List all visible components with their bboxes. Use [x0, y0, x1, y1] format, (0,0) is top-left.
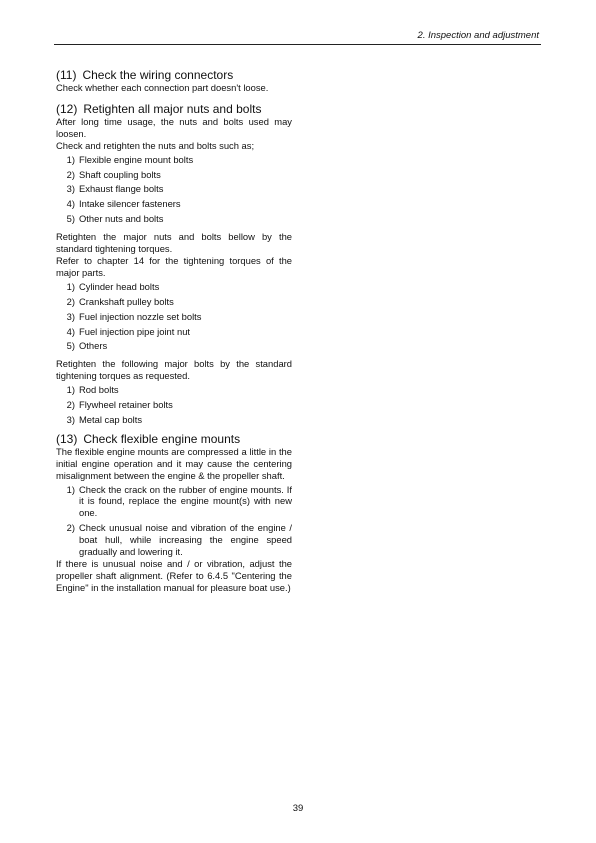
section-13 [56, 432, 292, 594]
section-13-heading [56, 432, 292, 446]
list-item-number: 2) [66, 399, 75, 411]
list-item [56, 183, 292, 195]
header-rule [54, 44, 541, 45]
list-item [56, 522, 292, 558]
list-item-text: Rod bolts [79, 384, 119, 396]
section-12-block-3 [56, 358, 292, 426]
list-item-number: 5) [66, 213, 75, 225]
list-item-number: 3) [66, 413, 75, 425]
list-item-text: Flexible engine mount bolts [79, 153, 194, 165]
list-item-number: 3) [66, 310, 75, 322]
section-12-heading [56, 102, 292, 116]
section-11-body: Check whether each connection part doesn't loose. [56, 82, 269, 93]
section-11-heading [56, 68, 292, 82]
list-item [56, 213, 292, 225]
list-item [56, 414, 292, 426]
list-item-text: Check unusual noise and vibration of the engine / boat hull, while increasing the engine speed gradually and lowering it. [79, 522, 292, 558]
list-item [56, 326, 292, 338]
section-12-number: (12) [56, 101, 78, 116]
section-12 [56, 102, 292, 426]
section-13-title: Check flexible engine mounts [83, 431, 241, 446]
list-item-text: Fuel injection pipe joint nut [79, 325, 191, 337]
section-13-number: (13) [56, 431, 78, 446]
list-item-text: Flywheel retainer bolts [79, 399, 173, 411]
list-item-number: 1) [66, 280, 75, 292]
list-item-number: 1) [66, 153, 75, 165]
list-item [56, 296, 292, 308]
page-number: 39 [292, 803, 304, 814]
section-12-list-2 [56, 281, 292, 353]
list-item-number: 3) [66, 183, 75, 195]
list-item-number: 1) [66, 483, 75, 495]
list-item [56, 281, 292, 293]
section-13-intro: The flexible engine mounts are compressed a little in the initial engine operation and it may cause the centering misalignment between the engine & the propeller shaft. [56, 445, 292, 481]
list-item-number: 5) [66, 340, 75, 352]
list-item [56, 340, 292, 352]
section-11-number: (11) [56, 68, 77, 82]
list-item-text: Crankshaft pulley bolts [79, 295, 174, 307]
main-content [56, 68, 292, 594]
section-12-para-2a: Retighten the major nuts and bolts bellow by the standard tightening torques. [56, 231, 292, 255]
section-12-list-3 [56, 384, 292, 426]
list-item-text: Exhaust flange bolts [79, 183, 164, 195]
list-item-number: 4) [66, 198, 75, 210]
section-13-list [56, 484, 292, 558]
list-item-text: Intake silencer fasteners [79, 198, 181, 210]
running-header: 2. Inspection and adjustment [417, 30, 539, 41]
section-12-list-1 [56, 154, 292, 226]
list-item-number: 2) [66, 168, 75, 180]
list-item [56, 198, 292, 210]
section-12-para-2b: Refer to chapter 14 for the tightening torques of the major parts. [56, 254, 292, 278]
section-12-title: Retighten all major nuts and bolts [83, 101, 262, 116]
list-item-text: Check the crack on the rubber of engine mounts. If it is found, replace the engine mount(s) with new one. [79, 483, 292, 519]
list-item [56, 311, 292, 323]
list-item-number: 1) [66, 384, 75, 396]
list-item [56, 384, 292, 396]
list-item-number: 2) [66, 522, 75, 534]
list-item-text: Shaft coupling bolts [79, 168, 161, 180]
section-12-para-3: Retighten the following major bolts by the standard tightening torques as requested. [56, 358, 292, 382]
list-item-text: Cylinder head bolts [79, 280, 160, 292]
section-12-intro-1: After long time usage, the nuts and bolts used may loosen. [56, 115, 292, 139]
list-item [56, 399, 292, 411]
list-item [56, 169, 292, 181]
list-item-number: 4) [66, 325, 75, 337]
list-item [56, 154, 292, 166]
list-item [56, 484, 292, 520]
list-item-text: Other nuts and bolts [79, 213, 164, 225]
list-item-text: Metal cap bolts [79, 413, 143, 425]
section-11-title: Check the wiring connectors [82, 68, 234, 82]
section-13-outro: If there is unusual noise and / or vibration, adjust the propeller shaft alignment. (Refer to 6.4.5 "Centering the Engine" in the installation manual for pleasure boat use.) [56, 558, 292, 593]
list-item-text: Others [79, 340, 108, 352]
list-item-number: 2) [66, 295, 75, 307]
section-12-intro-2: Check and retighten the nuts and bolts such as; [56, 139, 255, 151]
section-11 [56, 68, 292, 94]
section-12-block-2 [56, 231, 292, 352]
list-item-text: Fuel injection nozzle set bolts [79, 310, 202, 322]
